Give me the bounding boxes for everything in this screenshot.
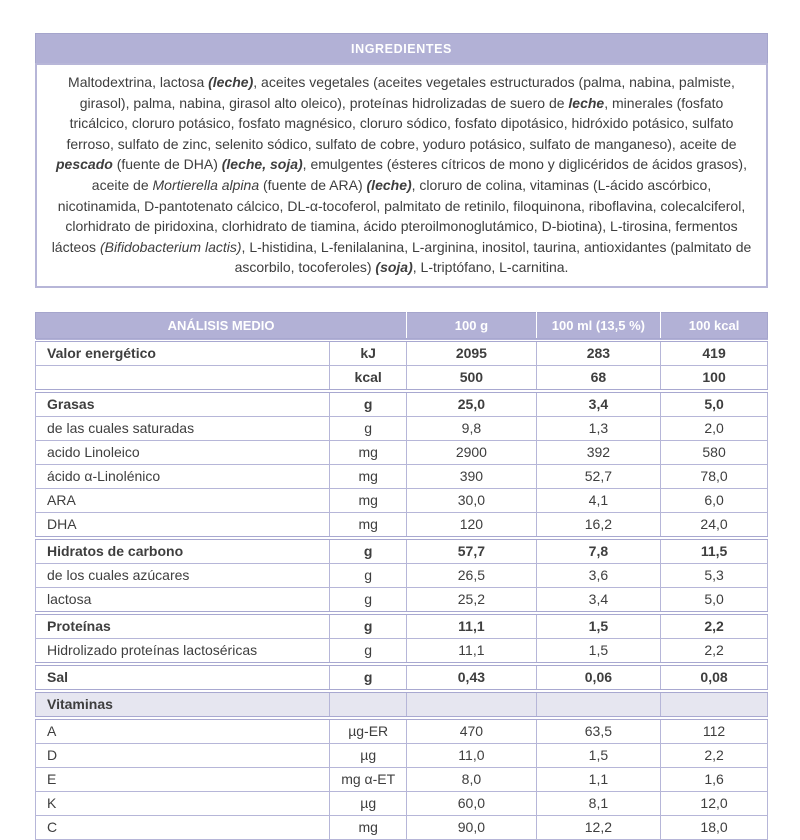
ingredient-segment: , aceites vegetales (aceites vegetales estructurados (palma, nabina, palmiste, girasol), palma, nabina, girasol alto oleico), proteínas hidrolizadas de suero de bbox=[79, 74, 735, 111]
table-row bbox=[36, 391, 768, 417]
table-row bbox=[36, 440, 768, 464]
row-value: 25,0 bbox=[407, 391, 537, 417]
row-value: 419 bbox=[661, 340, 768, 366]
row-value: 3,6 bbox=[536, 563, 660, 587]
row-label: D bbox=[36, 743, 330, 767]
row-unit: mg α-ET bbox=[330, 767, 407, 791]
row-value: 30,0 bbox=[407, 488, 537, 512]
row-value: 2900 bbox=[407, 440, 537, 464]
row-label: DHA bbox=[36, 512, 330, 538]
row-unit: kJ bbox=[330, 340, 407, 366]
row-value: 63,5 bbox=[536, 718, 660, 744]
row-label: ARA bbox=[36, 488, 330, 512]
row-unit bbox=[330, 691, 407, 718]
row-label: de las cuales saturadas bbox=[36, 416, 330, 440]
row-value: 2,2 bbox=[661, 613, 768, 639]
table-row bbox=[36, 587, 768, 613]
column-header-100g: 100 g bbox=[407, 312, 537, 340]
ingredients-section bbox=[35, 33, 768, 288]
analysis-table bbox=[35, 312, 768, 840]
ingredient-segment: Mortierella alpina bbox=[152, 176, 260, 193]
row-value: 7,8 bbox=[536, 538, 660, 564]
row-value: 78,0 bbox=[661, 464, 768, 488]
row-unit: µg bbox=[330, 791, 407, 815]
row-value: 18,0 bbox=[661, 815, 768, 839]
row-label: lactosa bbox=[36, 587, 330, 613]
row-value: 2,0 bbox=[661, 416, 768, 440]
row-value: 120 bbox=[407, 512, 537, 538]
row-value: 0,08 bbox=[661, 664, 768, 691]
row-value: 1,6 bbox=[661, 767, 768, 791]
row-value: 2,2 bbox=[661, 743, 768, 767]
row-value: 5,3 bbox=[661, 563, 768, 587]
table-row bbox=[36, 365, 768, 391]
row-value: 1,1 bbox=[536, 767, 660, 791]
ingredient-segment: (fuente de DHA) bbox=[112, 156, 222, 173]
ingredient-segment: (Bifidobacterium lactis) bbox=[99, 238, 242, 255]
row-value: 90,0 bbox=[407, 815, 537, 839]
ingredient-segment: (fuente de ARA) bbox=[259, 176, 367, 193]
row-value: 580 bbox=[661, 440, 768, 464]
table-row bbox=[36, 691, 768, 718]
row-value: 283 bbox=[536, 340, 660, 366]
table-row bbox=[36, 613, 768, 639]
row-value bbox=[661, 691, 768, 718]
table-title: ANÁLISIS MEDIO bbox=[36, 312, 407, 340]
table-row bbox=[36, 718, 768, 744]
table-row bbox=[36, 791, 768, 815]
row-value: 68 bbox=[536, 365, 660, 391]
row-unit: g bbox=[330, 416, 407, 440]
row-value: 8,0 bbox=[407, 767, 537, 791]
row-value: 390 bbox=[407, 464, 537, 488]
row-value: 1,5 bbox=[536, 743, 660, 767]
row-value: 60,0 bbox=[407, 791, 537, 815]
column-header-100kcal: 100 kcal bbox=[661, 312, 768, 340]
ingredient-segment: leche bbox=[568, 94, 605, 111]
row-label: K bbox=[36, 791, 330, 815]
row-unit: g bbox=[330, 664, 407, 691]
row-unit: g bbox=[330, 563, 407, 587]
row-value: 3,4 bbox=[536, 587, 660, 613]
row-value: 52,7 bbox=[536, 464, 660, 488]
row-unit: g bbox=[330, 613, 407, 639]
row-label: A bbox=[36, 718, 330, 744]
table-row bbox=[36, 340, 768, 366]
ingredient-segment: , cloruro de colina, vitaminas (L-ácido ascórbico, nicotinamida, D-pantotenato cálcico, DL-α-tocoferol, palmitato de retinilo, filoquinona, riboflavina, colecalciferol, clorhidrato de piridoxina, clorhidrato de tiamina, ácido pteroilmonoglutámico, D-biotina), L-tirosina, fermentos lácteos bbox=[51, 176, 746, 255]
row-value: 24,0 bbox=[661, 512, 768, 538]
row-unit: g bbox=[330, 538, 407, 564]
table-row bbox=[36, 488, 768, 512]
row-value: 1,5 bbox=[536, 613, 660, 639]
ingredient-segment: (leche) bbox=[208, 74, 254, 90]
row-unit: kcal bbox=[330, 365, 407, 391]
row-value: 0,43 bbox=[407, 664, 537, 691]
row-value: 0,06 bbox=[536, 664, 660, 691]
row-value: 26,5 bbox=[407, 563, 537, 587]
row-unit: mg bbox=[330, 440, 407, 464]
row-value: 3,4 bbox=[536, 391, 660, 417]
ingredient-segment: (leche, soja) bbox=[221, 156, 303, 173]
row-value: 4,1 bbox=[536, 488, 660, 512]
row-unit: g bbox=[330, 638, 407, 664]
row-value: 12,2 bbox=[536, 815, 660, 839]
row-value: 11,5 bbox=[661, 538, 768, 564]
ingredient-segment: (leche) bbox=[366, 176, 412, 193]
table-row bbox=[36, 638, 768, 664]
row-label: Vitaminas bbox=[36, 691, 330, 718]
table-row bbox=[36, 538, 768, 564]
row-label: acido Linoleico bbox=[36, 440, 330, 464]
ingredient-segment: pescado bbox=[56, 156, 113, 173]
row-value: 8,1 bbox=[536, 791, 660, 815]
row-unit: g bbox=[330, 587, 407, 613]
ingredients-title: INGREDIENTES bbox=[35, 33, 768, 63]
row-value: 392 bbox=[536, 440, 660, 464]
ingredient-segment: (soja) bbox=[375, 259, 413, 276]
row-value: 2095 bbox=[407, 340, 537, 366]
row-value: 470 bbox=[407, 718, 537, 744]
table-row bbox=[36, 512, 768, 538]
row-unit: mg bbox=[330, 512, 407, 538]
row-value: 6,0 bbox=[661, 488, 768, 512]
table-row bbox=[36, 416, 768, 440]
row-label: Grasas bbox=[36, 391, 330, 417]
table-row bbox=[36, 464, 768, 488]
row-label: Sal bbox=[36, 664, 330, 691]
row-label: ácido α-Linolénico bbox=[36, 464, 330, 488]
analysis-section bbox=[35, 312, 768, 840]
row-value: 11,1 bbox=[407, 638, 537, 664]
row-value: 12,0 bbox=[661, 791, 768, 815]
row-label: Valor energético bbox=[36, 340, 330, 366]
row-value: 5,0 bbox=[661, 587, 768, 613]
row-value: 11,0 bbox=[407, 743, 537, 767]
table-row bbox=[36, 563, 768, 587]
row-label: C bbox=[36, 815, 330, 839]
row-unit: mg bbox=[330, 464, 407, 488]
row-label: Hidratos de carbono bbox=[36, 538, 330, 564]
row-unit: mg bbox=[330, 815, 407, 839]
row-unit: µg-ER bbox=[330, 718, 407, 744]
row-value: 57,7 bbox=[407, 538, 537, 564]
ingredient-segment: , minerales (fosfato tricálcico, cloruro potásico, fosfato magnésico, cloruro sódico, fosfato dipotásico, hidróxido potásico, sulfato ferroso, sulfato de zinc, selenito sódico, sulfato de cobre, yoduro potásico, sulfato de manganeso), aceite de bbox=[66, 94, 737, 152]
row-value: 5,0 bbox=[661, 391, 768, 417]
row-value: 16,2 bbox=[536, 512, 660, 538]
column-header-100ml: 100 ml (13,5 %) bbox=[536, 312, 660, 340]
row-value: 9,8 bbox=[407, 416, 537, 440]
table-row bbox=[36, 664, 768, 691]
row-value: 500 bbox=[407, 365, 537, 391]
row-label: Proteínas bbox=[36, 613, 330, 639]
row-unit: µg bbox=[330, 743, 407, 767]
row-value: 1,5 bbox=[536, 638, 660, 664]
table-row bbox=[36, 743, 768, 767]
row-value bbox=[536, 691, 660, 718]
row-label: de los cuales azúcares bbox=[36, 563, 330, 587]
row-unit: mg bbox=[330, 488, 407, 512]
ingredient-segment: , L-triptófano, L-carnitina. bbox=[412, 259, 569, 276]
ingredients-text bbox=[35, 63, 768, 288]
table-row bbox=[36, 767, 768, 791]
table-row bbox=[36, 815, 768, 839]
ingredient-segment: , L-histidina, L-fenilalanina, L-arginina, inositol, taurina, antioxidantes (palmitato de ascorbilo, tocoferoles) bbox=[234, 238, 752, 276]
table-header-row bbox=[36, 312, 768, 340]
row-label bbox=[36, 365, 330, 391]
row-unit: g bbox=[330, 391, 407, 417]
row-value: 11,1 bbox=[407, 613, 537, 639]
row-value: 2,2 bbox=[661, 638, 768, 664]
ingredient-segment: , emulgentes (ésteres cítricos de mono y diglicéridos de ácidos grasos), aceite de bbox=[91, 156, 747, 193]
row-value bbox=[407, 691, 537, 718]
row-label: E bbox=[36, 767, 330, 791]
row-label: Hidrolizado proteínas lactoséricas bbox=[36, 638, 330, 664]
row-value: 100 bbox=[661, 365, 768, 391]
ingredient-segment: Maltodextrina, lactosa bbox=[68, 74, 209, 90]
row-value: 1,3 bbox=[536, 416, 660, 440]
row-value: 25,2 bbox=[407, 587, 537, 613]
row-value: 112 bbox=[661, 718, 768, 744]
